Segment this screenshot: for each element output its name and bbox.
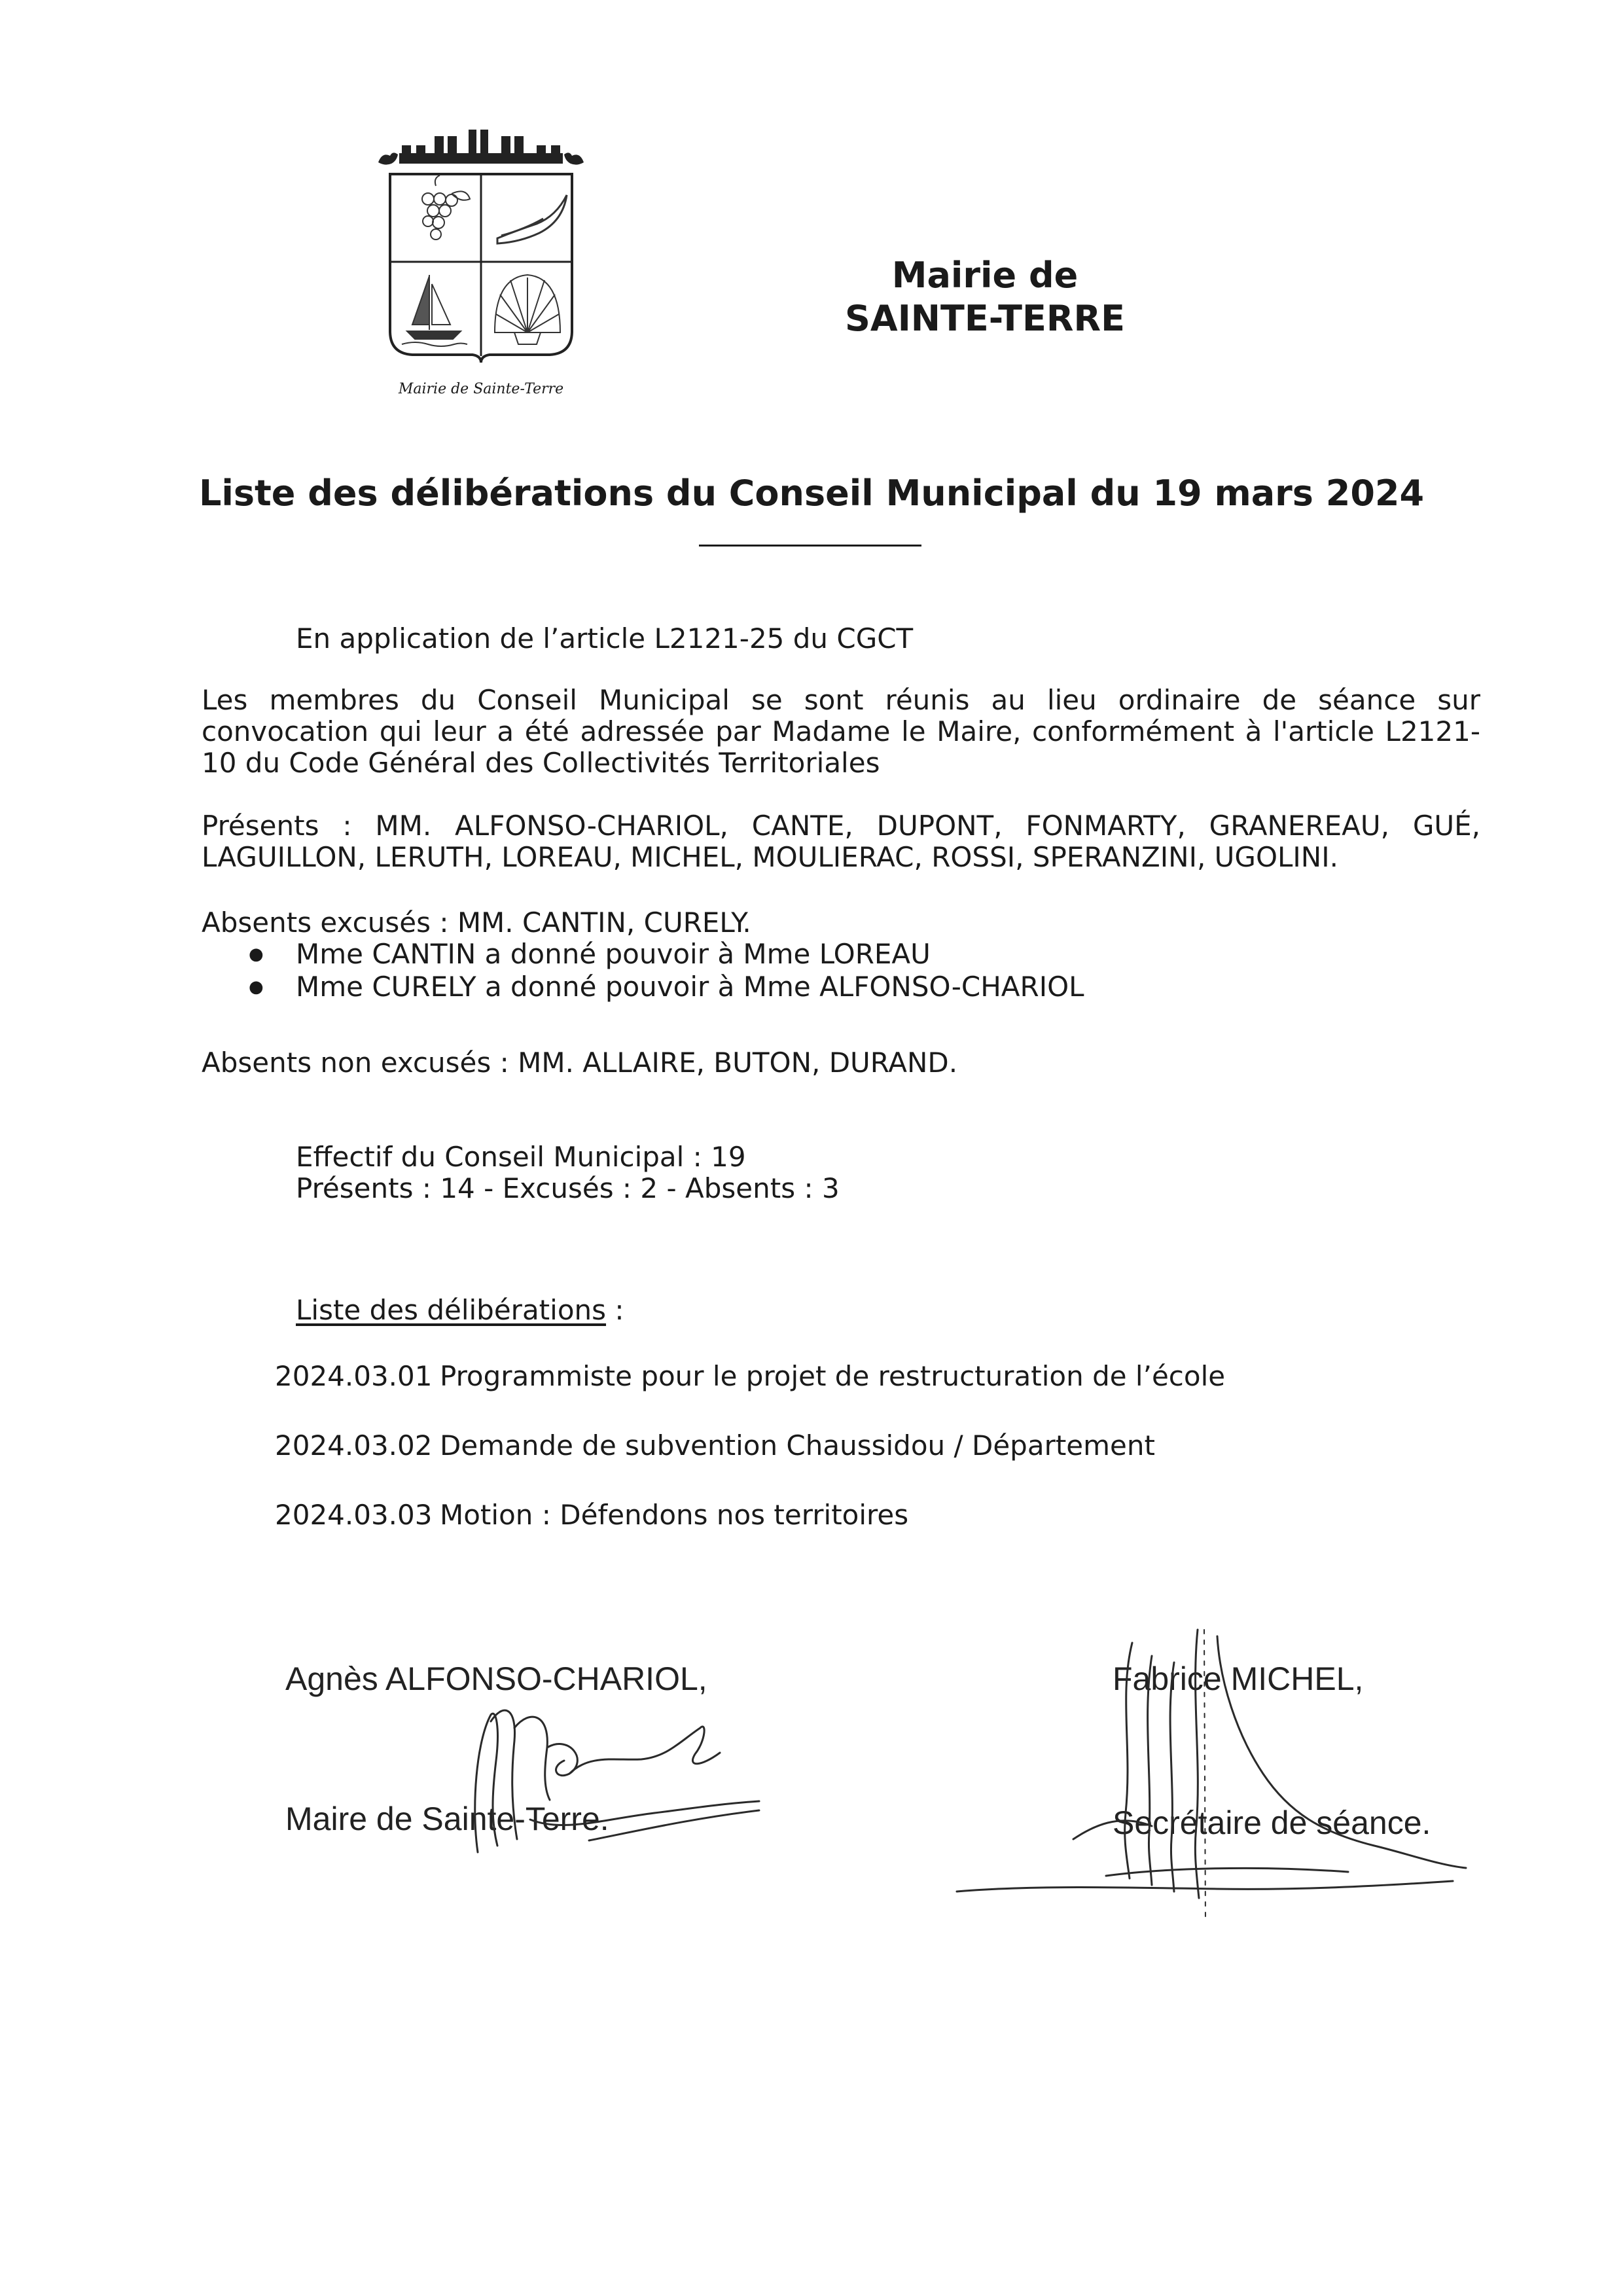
- municipal-crest: [373, 123, 589, 404]
- deliberation-number: 2024.03.01: [275, 1360, 433, 1392]
- mayor-role: Maire de Sainte-Terre.: [285, 1801, 609, 1837]
- mayor-signature: [393, 1689, 772, 1872]
- pouvoirs-list: [249, 939, 1084, 1004]
- deliberation-row: [275, 1499, 908, 1531]
- title-divider: [699, 545, 921, 547]
- deliberation-title: Programmiste pour le projet de restructuration de l’école: [440, 1360, 1226, 1392]
- deliberation-title: Motion : Défendons nos territoires: [440, 1499, 909, 1531]
- secretary-name: Fabrice MICHEL,: [1113, 1660, 1364, 1697]
- deliberation-number: 2024.03.02: [275, 1429, 433, 1462]
- deliberations-title: Liste des délibérations: [296, 1294, 607, 1326]
- absents-non-excuses: Absents non excusés : MM. ALLAIRE, BUTON, DURAND.: [202, 1047, 958, 1079]
- document-title: Liste des délibérations du Conseil Municipal du 19 mars 2024: [198, 473, 1425, 514]
- secretary-role: Secrétaire de séance.: [1113, 1804, 1431, 1841]
- absents-excuses: Absents excusés : MM. CANTIN, CURELY.: [202, 906, 751, 939]
- scallop-shell-icon: [495, 275, 560, 344]
- header-line-1: Mairie de: [891, 255, 1079, 296]
- deliberations-heading: [296, 1295, 624, 1326]
- deliberation-row: [275, 1429, 1155, 1462]
- crest-caption: Mairie de Sainte-Terre: [398, 381, 564, 397]
- sailboat-icon: [402, 275, 467, 346]
- pouvoir-item: ● Mme CANTIN a donné pouvoir à Mme LOREAU: [249, 939, 1084, 971]
- mayor-name: Agnès ALFONSO-CHARIOL,: [285, 1660, 707, 1697]
- lion-left-icon: [378, 152, 398, 164]
- lion-right-icon: [564, 152, 584, 164]
- presents-list: Présents : MM. ALFONSO-CHARIOL, CANTE, DUPONT, FONMARTY, GRANEREAU, GUÉ, LAGUILLON, LERUTH, LOREAU, MICHEL, MOULIERAC, ROSSI, SPERANZINI, UGOLINI.: [202, 810, 1480, 873]
- application-article: En application de l’article L2121-25 du CGCT: [296, 622, 914, 655]
- effectif-block: [296, 1141, 840, 1204]
- effectif-line: Effectif du Conseil Municipal : 19: [296, 1141, 746, 1173]
- deliberations-colon: :: [606, 1294, 624, 1326]
- deliberation-title: Demande de subvention Chaussidou / Département: [440, 1429, 1155, 1462]
- intro-paragraph: Les membres du Conseil Municipal se sont réunis au lieu ordinaire de séance sur convocation qui leur a été adressée par Madame le Maire, conformément à l'article L2121-10 du Code Général des Collectivités Territoriales: [202, 684, 1480, 779]
- pouvoir-item: ● Mme CURELY a donné pouvoir à Mme ALFONSO-CHARIOL: [249, 971, 1084, 1004]
- header-line-2: SAINTE-TERRE: [845, 298, 1125, 339]
- lamprey-icon: [497, 195, 567, 243]
- mural-crown-icon: [399, 130, 563, 164]
- counts-line: Présents : 14 - Excusés : 2 - Absents : 3: [296, 1172, 840, 1204]
- grapes-icon: [422, 175, 470, 240]
- crest-shield-icon: [373, 123, 589, 385]
- deliberation-number: 2024.03.03: [275, 1499, 433, 1531]
- deliberation-row: [275, 1360, 1225, 1392]
- municipality-header: [844, 254, 1126, 340]
